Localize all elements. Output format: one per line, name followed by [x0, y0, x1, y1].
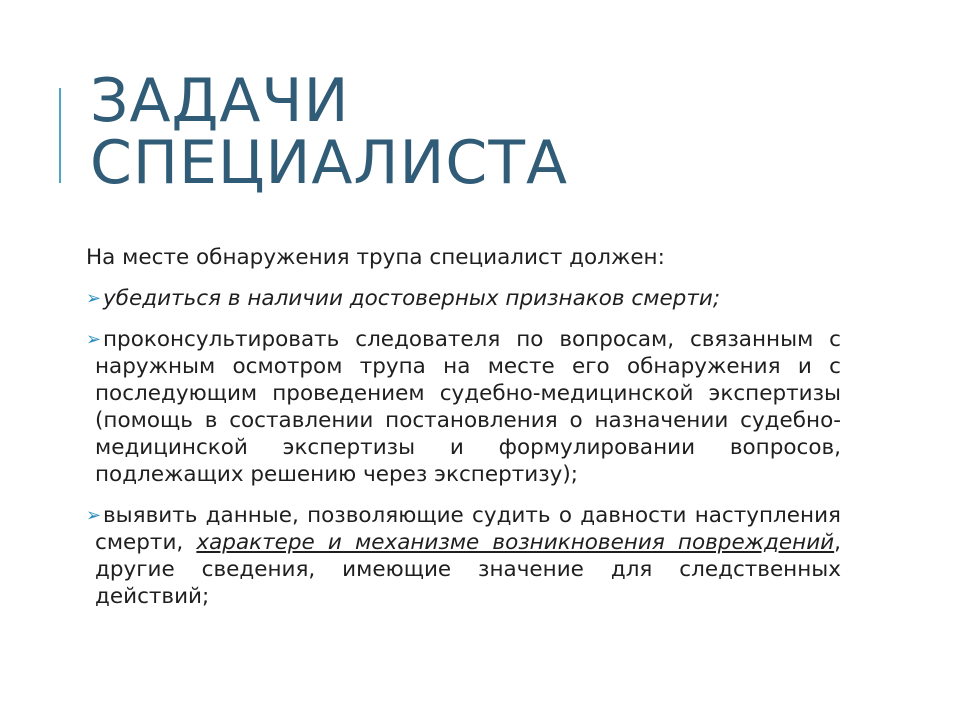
- list-item-text: убедиться в наличии достоверных признаков смерти;: [103, 286, 721, 311]
- title-line-1: ЗАДАЧИ: [90, 66, 350, 136]
- list-item-3: [86, 502, 841, 610]
- slide-body: [86, 244, 841, 624]
- list-item-1: [86, 285, 841, 312]
- title-line-2: СПЕЦИАЛИСТА: [90, 128, 569, 198]
- list-item-2: [86, 326, 841, 488]
- arrow-bullet-icon: ➢: [86, 329, 102, 350]
- slide-title: [90, 66, 910, 198]
- arrow-bullet-icon: ➢: [86, 505, 102, 526]
- list-item-text: проконсультировать следователя по вопросам, связанным с наружным осмотром трупа на месте его обнаружения и с последующим проведением судебно-медицинской экспертизы (помощь в составлении постановления о назначении судебно-медицинской экспертизы и формулировании вопросов, подлежащих решению через экспертизу);: [95, 327, 841, 487]
- title-accent-bar: [59, 88, 61, 183]
- list-item-text: выявить данные, позволяющие судить о давности наступления смерти, характере и механизме возникновения повреждений, другие сведения, имеющие значение для следственных действий;: [95, 503, 841, 609]
- underlined-phrase: характере и механизме возникновения повреждений: [196, 530, 835, 555]
- arrow-bullet-icon: ➢: [86, 288, 102, 309]
- intro-text: На месте обнаружения трупа специалист должен:: [86, 245, 665, 270]
